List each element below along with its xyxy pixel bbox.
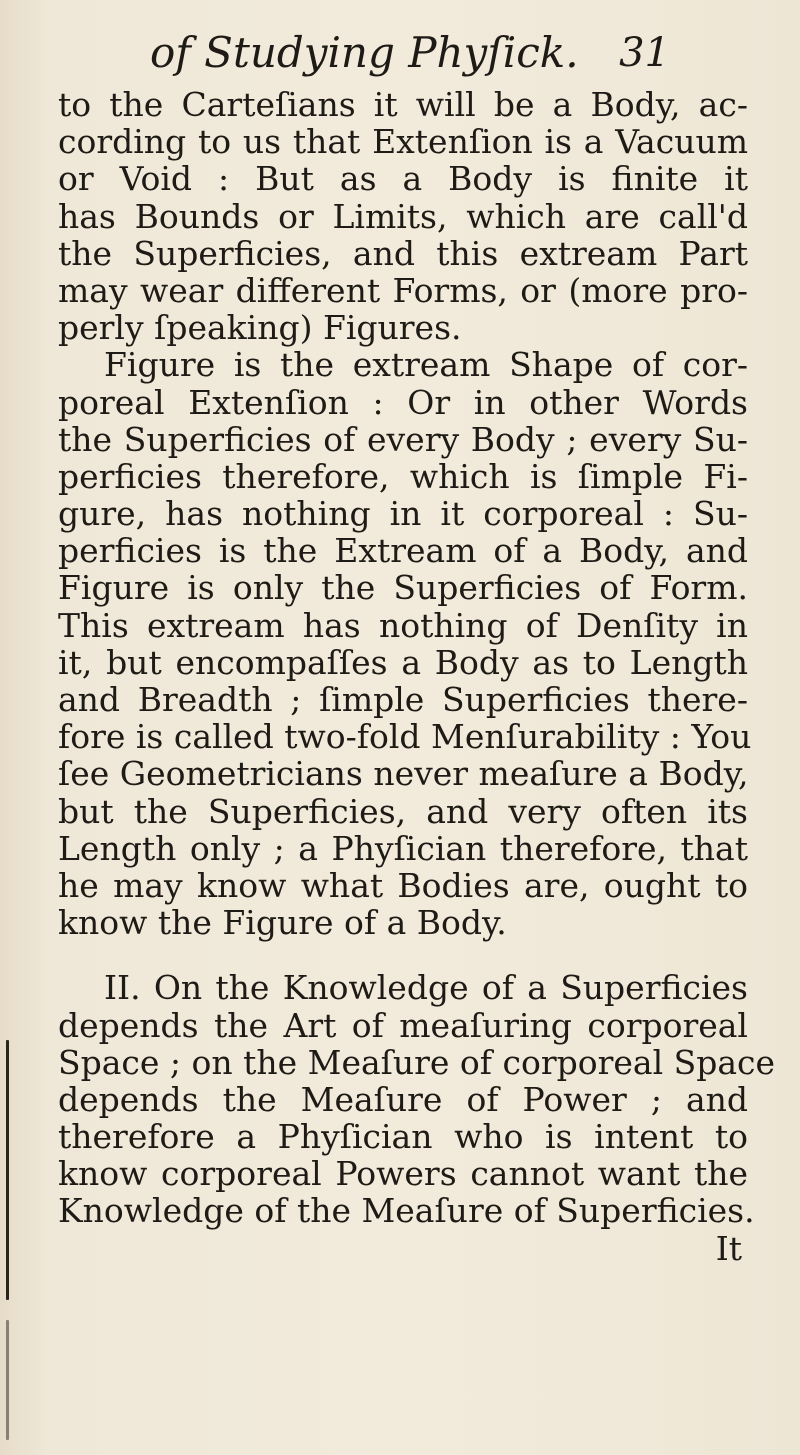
text-line: Space ; on the Meaſure of corporeal Space: [58, 1042, 776, 1082]
text-line: depends the Meaſure of Power ; and: [58, 1079, 748, 1119]
text-line: may wear different Forms, or (more pro-: [58, 270, 748, 310]
text-line: Figure is only the Superficies of Form.: [58, 568, 748, 608]
text-line: to the Carteſians it will be a Body, ac-: [58, 85, 748, 124]
body-text: [58, 85, 776, 1268]
text-line: know the Figure of a Body.: [58, 903, 507, 943]
text-line: This extream has nothing of Denſity in: [58, 605, 748, 645]
text-line: fore is called two-fold Menſurability : You: [58, 717, 752, 757]
text-line: Length only ; a Phyſician therefore, that: [58, 828, 748, 868]
text-line: perly ſpeaking) Figures.: [58, 308, 462, 348]
text-line: know corporeal Powers cannot want the: [58, 1154, 748, 1194]
text-line: but the Superficies, and very often its: [58, 791, 748, 831]
text-line: and Breadth ; ſimple Superficies there-: [58, 680, 748, 719]
text-line: the Superficies of every Body ; every Su-: [58, 419, 748, 459]
catchword: It: [715, 1228, 742, 1268]
text-line: poreal Extenſion : Or in other Words: [58, 382, 748, 422]
running-head: [150, 18, 670, 88]
text-line: has Bounds or Limits, which are call'd: [58, 196, 748, 236]
paragraph-gap: [58, 941, 748, 969]
running-title: of Studying Phyſick.: [150, 28, 579, 77]
text-line: Knowledge of the Meaſure of Superficies.: [58, 1191, 755, 1231]
page-number: 31: [619, 30, 670, 76]
text-line: Figure is the extream Shape of cor-: [104, 345, 748, 385]
text-line: ſee Geometricians never meaſure a Body,: [58, 754, 749, 794]
text-line: therefore a Phyſician who is intent to: [58, 1117, 748, 1157]
text-line: II. On the Knowledge of a Superficies: [104, 968, 748, 1008]
binding-edge-shadow: [6, 1040, 9, 1300]
text-line: gure, has nothing in it corporeal : Su-: [58, 494, 748, 534]
text-line: or Void : But as a Body is finite it: [58, 159, 748, 199]
text-line: the Superficies, and this extream Part: [58, 233, 748, 273]
text-line: perficies therefore, which is ſimple Fi-: [58, 456, 748, 496]
text-line: cording to us that Extenſion is a Vacuum: [58, 122, 748, 162]
text-line: perficies is the Extream of a Body, and: [58, 531, 748, 571]
text-line: he may know what Bodies are, ought to: [58, 865, 748, 905]
text-line: depends the Art of meaſuring corporeal: [58, 1005, 748, 1045]
text-line: it, but encompaſſes a Body as to Length: [58, 642, 748, 682]
binding-edge-shadow: [6, 1320, 9, 1440]
